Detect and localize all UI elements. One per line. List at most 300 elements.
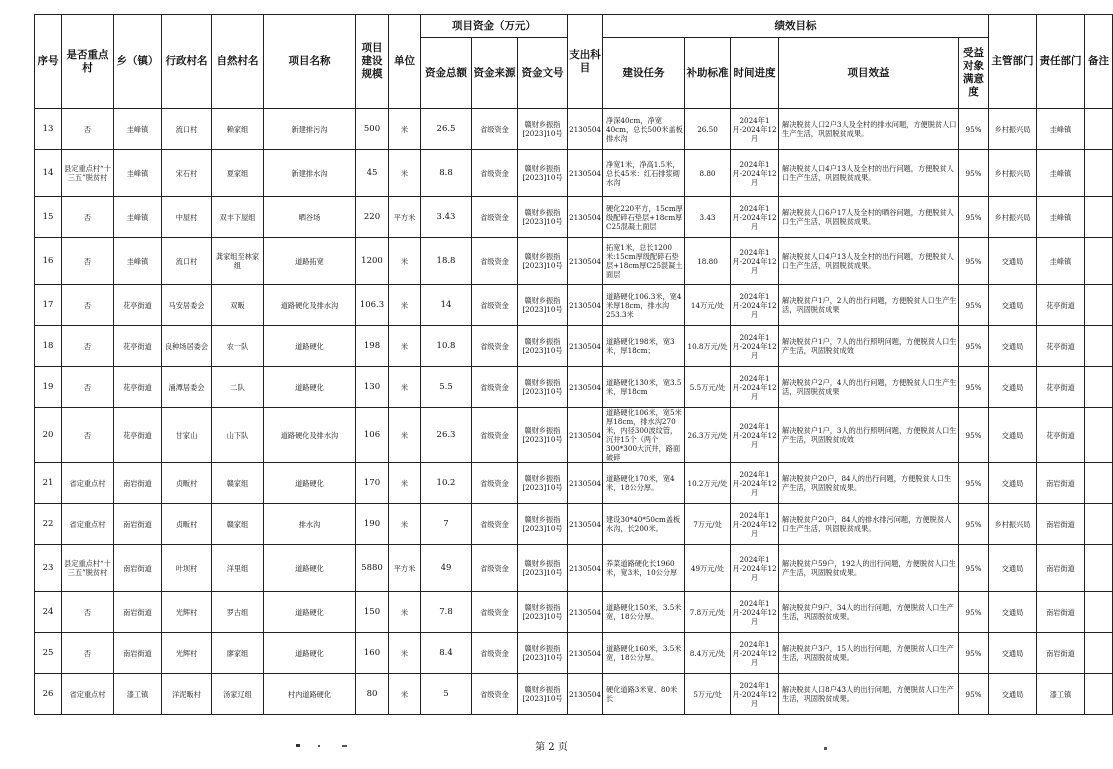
cell-source: 省级资金 [472, 674, 518, 715]
cell-doc: 赣财乡振指[2023]10号 [518, 408, 568, 463]
cell-source: 省级资金 [472, 545, 518, 592]
cell-natural-village: 赣家组 [212, 463, 264, 504]
table-row [35, 674, 1113, 715]
cell-benefit: 解决脱贫人口4户13人及全村的出行问题，方便脱贫人口生产生活，巩固脱贫成果。 [779, 150, 959, 197]
cell-township: 南岩街道 [114, 592, 162, 633]
cell-dept: 乡村振兴局 [989, 150, 1037, 197]
cell-benefit: 解决脱贫户1户，3人的出行照明问题，方便脱贫人口生产生活，巩固脱贫成效 [779, 408, 959, 463]
cell-dept: 交通局 [989, 633, 1037, 674]
cell-schedule: 2024年1月-2024年12月 [731, 674, 779, 715]
cell-schedule: 2024年1月-2024年12月 [731, 197, 779, 238]
cell-task: 道路硬化106.3米，宽4米厚18cm，排水沟253.3米 [603, 285, 685, 326]
cell-total: 3.43 [421, 197, 472, 238]
cell-admin-village: 贞畈村 [162, 504, 212, 545]
cell-project-name: 道路拓宽 [264, 238, 356, 285]
cell-subject: 2130504 [568, 545, 603, 592]
scan-speck [318, 745, 320, 747]
cell-dept: 交通局 [989, 463, 1037, 504]
cell-seq: 15 [35, 197, 62, 238]
cell-township: 花亭街道 [114, 367, 162, 408]
header-subject: 支出科目 [568, 15, 603, 109]
cell-subject: 2130504 [568, 326, 603, 367]
cell-subsidy: 7.8万元/处 [685, 592, 731, 633]
cell-resp: 花亭街道 [1037, 367, 1085, 408]
table-row [35, 633, 1113, 674]
header-seq: 序号 [35, 15, 62, 109]
table-body [35, 109, 1113, 715]
cell-township: 南岩街道 [114, 633, 162, 674]
cell-note [1085, 109, 1113, 150]
cell-subject: 2130504 [568, 633, 603, 674]
cell-total: 10.8 [421, 326, 472, 367]
cell-project-name: 晒谷场 [264, 197, 356, 238]
cell-key-village: 省定重点村 [62, 504, 114, 545]
header-natural-village: 自然村名 [212, 15, 264, 109]
cell-total: 18.8 [421, 238, 472, 285]
cell-unit: 米 [389, 326, 421, 367]
header-schedule: 时间进度 [731, 38, 779, 109]
cell-admin-village: 甘家山 [162, 408, 212, 463]
cell-unit: 米 [389, 592, 421, 633]
cell-unit: 米 [389, 150, 421, 197]
cell-dept: 交通局 [989, 285, 1037, 326]
header-subsidy: 补助标准 [685, 38, 731, 109]
cell-satisfaction: 95% [959, 592, 989, 633]
cell-subject: 2130504 [568, 592, 603, 633]
cell-township: 花亭街道 [114, 326, 162, 367]
table-row [35, 463, 1113, 504]
cell-natural-village: 罗古组 [212, 592, 264, 633]
cell-note [1085, 238, 1113, 285]
cell-schedule: 2024年1月-2024年12月 [731, 109, 779, 150]
cell-task: 养菜道路硬化长1960米，宽3米，10公分厚 [603, 545, 685, 592]
cell-scale: 198 [356, 326, 389, 367]
cell-total: 5 [421, 674, 472, 715]
cell-source: 省级资金 [472, 408, 518, 463]
cell-seq: 23 [35, 545, 62, 592]
cell-doc: 赣财乡振指[2023]10号 [518, 238, 568, 285]
cell-subsidy: 8.80 [685, 150, 731, 197]
cell-doc: 赣财乡振指[2023]10号 [518, 150, 568, 197]
table-row [35, 238, 1113, 285]
cell-doc: 赣财乡振指[2023]10号 [518, 197, 568, 238]
cell-seq: 22 [35, 504, 62, 545]
page-number: 第 2 页 [535, 742, 568, 753]
cell-project-name: 道路硬化 [264, 463, 356, 504]
cell-key-village: 县定重点村“十三五”脱贫村 [62, 545, 114, 592]
cell-task: 道路硬化130米，宽3.5米，厚18cm [603, 367, 685, 408]
cell-subject: 2130504 [568, 674, 603, 715]
header-admin-village: 行政村名 [162, 15, 212, 109]
header-goals-group: 绩效目标 [603, 15, 989, 38]
cell-project-name: 道路硬化 [264, 545, 356, 592]
cell-benefit: 解决脱贫户59户，192人的出行问题，方便脱贫人口生产生活，巩固脱贫成果。 [779, 545, 959, 592]
cell-doc: 赣财乡振指[2023]10号 [518, 463, 568, 504]
cell-doc: 赣财乡振指[2023]10号 [518, 285, 568, 326]
table-row [35, 545, 1113, 592]
cell-total: 5.5 [421, 367, 472, 408]
cell-schedule: 2024年1月-2024年12月 [731, 150, 779, 197]
header-total: 资金总额 [421, 38, 472, 109]
cell-task: 拓宽1米，总长1200米:15cm厚级配碎石垫层+18cm厚C25混凝土面层 [603, 238, 685, 285]
header-task: 建设任务 [603, 38, 685, 109]
cell-subsidy: 8.4万元/处 [685, 633, 731, 674]
header-resp: 责任部门 [1037, 15, 1085, 109]
cell-project-name: 村内道路硬化 [264, 674, 356, 715]
cell-schedule: 2024年1月-2024年12月 [731, 238, 779, 285]
cell-doc: 赣财乡振指[2023]10号 [518, 592, 568, 633]
cell-scale: 130 [356, 367, 389, 408]
cell-total: 8.8 [421, 150, 472, 197]
cell-resp: 花亭街道 [1037, 408, 1085, 463]
cell-total: 26.3 [421, 408, 472, 463]
cell-total: 7 [421, 504, 472, 545]
cell-task: 净深40cm，净宽40cm，总长500米盖板排水沟 [603, 109, 685, 150]
cell-resp: 南岩街道 [1037, 545, 1085, 592]
cell-project-name: 道路硬化 [264, 592, 356, 633]
cell-unit: 米 [389, 408, 421, 463]
cell-subject: 2130504 [568, 504, 603, 545]
header-satisfaction: 受益对象满意度 [959, 38, 989, 109]
header-project-name: 项目名称 [264, 15, 356, 109]
cell-natural-village: 赖家组 [212, 109, 264, 150]
cell-source: 省级资金 [472, 326, 518, 367]
cell-satisfaction: 95% [959, 674, 989, 715]
table-row [35, 367, 1113, 408]
cell-scale: 106 [356, 408, 389, 463]
cell-unit: 米 [389, 463, 421, 504]
cell-note [1085, 367, 1113, 408]
cell-admin-village: 涌潭居委会 [162, 367, 212, 408]
cell-admin-village: 叶坝村 [162, 545, 212, 592]
cell-source: 省级资金 [472, 285, 518, 326]
cell-total: 8.4 [421, 633, 472, 674]
cell-township: 圭峰镇 [114, 150, 162, 197]
cell-benefit: 解决脱贫户3户，15人的出行问题，方便脱贫人口生产生活，巩固脱贫成果。 [779, 633, 959, 674]
cell-benefit: 解决脱贫户9户，34人的出行问题，方便脱贫人口生产生活，巩固脱贫成果。 [779, 592, 959, 633]
table-row [35, 408, 1113, 463]
cell-schedule: 2024年1月-2024年12月 [731, 545, 779, 592]
cell-task: 硬化道路3米宽、80米长 [603, 674, 685, 715]
cell-natural-village: 农一队 [212, 326, 264, 367]
cell-natural-village: 洋里组 [212, 545, 264, 592]
cell-satisfaction: 95% [959, 408, 989, 463]
cell-seq: 26 [35, 674, 62, 715]
cell-schedule: 2024年1月-2024年12月 [731, 504, 779, 545]
cell-subsidy: 26.3万元/处 [685, 408, 731, 463]
cell-project-name: 道路硬化及排水沟 [264, 285, 356, 326]
cell-source: 省级资金 [472, 238, 518, 285]
cell-doc: 赣财乡振指[2023]10号 [518, 504, 568, 545]
cell-doc: 赣财乡振指[2023]10号 [518, 109, 568, 150]
cell-source: 省级资金 [472, 367, 518, 408]
cell-total: 49 [421, 545, 472, 592]
cell-subsidy: 14万元/处 [685, 285, 731, 326]
cell-admin-village: 洋泥畈村 [162, 674, 212, 715]
cell-key-village: 否 [62, 197, 114, 238]
cell-benefit: 解决脱贫人口6户17人及全村的晒谷问题，方便脱贫人口生产生活，巩固脱贫成果。 [779, 197, 959, 238]
cell-doc: 赣财乡振指[2023]10号 [518, 545, 568, 592]
cell-subsidy: 49万元/处 [685, 545, 731, 592]
cell-key-village: 否 [62, 592, 114, 633]
cell-unit: 米 [389, 674, 421, 715]
cell-natural-village: 廖家组 [212, 633, 264, 674]
cell-total: 26.5 [421, 109, 472, 150]
cell-dept: 交通局 [989, 408, 1037, 463]
cell-task: 道路硬化106米，宽5米厚18cm，排水沟270米，内径300波纹管，沉井15个（两个300*300大沉井，路面破碎 [603, 408, 685, 463]
cell-unit: 米 [389, 367, 421, 408]
cell-unit: 平方米 [389, 545, 421, 592]
cell-key-village: 否 [62, 109, 114, 150]
project-table-sheet [34, 14, 1109, 715]
cell-seq: 18 [35, 326, 62, 367]
cell-key-village: 否 [62, 238, 114, 285]
cell-schedule: 2024年1月-2024年12月 [731, 285, 779, 326]
cell-scale: 190 [356, 504, 389, 545]
cell-task: 道路硬化150米，3.5米宽，18公分厚。 [603, 592, 685, 633]
cell-task: 建设30*40*50cm盖板水沟，长200米。 [603, 504, 685, 545]
cell-benefit: 解决脱贫人口8户43人的出行问题，方便脱贫人口生产生活，巩固脱贫成果。 [779, 674, 959, 715]
cell-unit: 米 [389, 238, 421, 285]
cell-natural-village: 双畈 [212, 285, 264, 326]
cell-note [1085, 197, 1113, 238]
cell-subject: 2130504 [568, 197, 603, 238]
table-row [35, 285, 1113, 326]
cell-benefit: 解决脱贫人口2户3人及全村的排水问题，方便脱贫人口生产生活，巩固脱贫成果。 [779, 109, 959, 150]
table-row [35, 109, 1113, 150]
cell-project-name: 道路硬化 [264, 367, 356, 408]
cell-admin-village: 光辉村 [162, 592, 212, 633]
cell-township: 圭峰镇 [114, 109, 162, 150]
cell-scale: 80 [356, 674, 389, 715]
cell-satisfaction: 95% [959, 285, 989, 326]
cell-unit: 米 [389, 109, 421, 150]
cell-scale: 5880 [356, 545, 389, 592]
cell-seq: 17 [35, 285, 62, 326]
cell-satisfaction: 95% [959, 150, 989, 197]
header-funds-group: 项目资金（万元） [421, 15, 568, 38]
cell-unit: 米 [389, 633, 421, 674]
cell-satisfaction: 95% [959, 197, 989, 238]
cell-seq: 13 [35, 109, 62, 150]
header-benefit: 项目效益 [779, 38, 959, 109]
cell-township: 花亭街道 [114, 408, 162, 463]
cell-note [1085, 150, 1113, 197]
cell-note [1085, 326, 1113, 367]
cell-township: 南岩街道 [114, 504, 162, 545]
cell-resp: 圭峰镇 [1037, 197, 1085, 238]
cell-task: 硬化220平方，15cm厚级配碎石垫层+18cm厚C25混凝土面层 [603, 197, 685, 238]
cell-admin-village: 流口村 [162, 238, 212, 285]
cell-admin-village: 中屋村 [162, 197, 212, 238]
cell-subject: 2130504 [568, 408, 603, 463]
cell-doc: 赣财乡振指[2023]10号 [518, 633, 568, 674]
cell-satisfaction: 95% [959, 633, 989, 674]
cell-resp: 漆工镇 [1037, 674, 1085, 715]
cell-note [1085, 545, 1113, 592]
cell-dept: 乡村振兴局 [989, 109, 1037, 150]
header-unit: 单位 [389, 15, 421, 109]
cell-resp: 南岩街道 [1037, 592, 1085, 633]
cell-subsidy: 5.5万元/处 [685, 367, 731, 408]
cell-key-village: 否 [62, 367, 114, 408]
cell-scale: 500 [356, 109, 389, 150]
cell-satisfaction: 95% [959, 326, 989, 367]
cell-admin-village: 良种场居委会 [162, 326, 212, 367]
cell-satisfaction: 95% [959, 367, 989, 408]
cell-seq: 19 [35, 367, 62, 408]
cell-doc: 赣财乡振指[2023]10号 [518, 367, 568, 408]
header-note: 备注 [1085, 15, 1113, 109]
cell-subject: 2130504 [568, 150, 603, 197]
cell-seq: 24 [35, 592, 62, 633]
cell-resp: 圭峰镇 [1037, 238, 1085, 285]
cell-scale: 45 [356, 150, 389, 197]
cell-total: 14 [421, 285, 472, 326]
cell-admin-village: 马安居委会 [162, 285, 212, 326]
cell-scale: 1200 [356, 238, 389, 285]
cell-admin-village: 光辉村 [162, 633, 212, 674]
table-row [35, 504, 1113, 545]
cell-project-name: 新建排水沟 [264, 150, 356, 197]
cell-source: 省级资金 [472, 633, 518, 674]
cell-scale: 170 [356, 463, 389, 504]
cell-resp: 花亭街道 [1037, 285, 1085, 326]
cell-natural-village: 赣家组 [212, 504, 264, 545]
cell-note [1085, 592, 1113, 633]
cell-task: 道路硬化160米，3.5米宽，18公分厚。 [603, 633, 685, 674]
cell-dept: 交通局 [989, 592, 1037, 633]
cell-seq: 16 [35, 238, 62, 285]
project-table [34, 14, 1113, 715]
cell-note [1085, 408, 1113, 463]
cell-natural-village: 汤家辽组 [212, 674, 264, 715]
cell-township: 圭峰镇 [114, 238, 162, 285]
cell-dept: 交通局 [989, 326, 1037, 367]
cell-admin-village: 流口村 [162, 109, 212, 150]
cell-subject: 2130504 [568, 367, 603, 408]
cell-total: 10.2 [421, 463, 472, 504]
cell-unit: 平方米 [389, 197, 421, 238]
cell-schedule: 2024年1月-2024年12月 [731, 326, 779, 367]
cell-schedule: 2024年1月-2024年12月 [731, 463, 779, 504]
cell-total: 7.8 [421, 592, 472, 633]
cell-dept: 交通局 [989, 238, 1037, 285]
cell-project-name: 新建排污沟 [264, 109, 356, 150]
cell-note [1085, 463, 1113, 504]
cell-resp: 圭峰镇 [1037, 109, 1085, 150]
cell-satisfaction: 95% [959, 238, 989, 285]
cell-schedule: 2024年1月-2024年12月 [731, 367, 779, 408]
cell-natural-village: 山下队 [212, 408, 264, 463]
cell-benefit: 解决脱贫户20户，84人的出行问题，方便脱贫人口生产生活，巩固脱贫成果。 [779, 463, 959, 504]
cell-note [1085, 285, 1113, 326]
header-doc: 资金文号 [518, 38, 568, 109]
cell-natural-village: 双丰下屋组 [212, 197, 264, 238]
cell-source: 省级资金 [472, 592, 518, 633]
cell-key-village: 省定重点村 [62, 674, 114, 715]
cell-source: 省级资金 [472, 197, 518, 238]
cell-resp: 南岩街道 [1037, 504, 1085, 545]
cell-township: 花亭街道 [114, 285, 162, 326]
table-row [35, 150, 1113, 197]
cell-township: 漆工镇 [114, 674, 162, 715]
cell-source: 省级资金 [472, 463, 518, 504]
cell-note [1085, 633, 1113, 674]
cell-subsidy: 18.80 [685, 238, 731, 285]
cell-project-name: 道路硬化 [264, 633, 356, 674]
cell-township: 圭峰镇 [114, 197, 162, 238]
cell-key-village: 否 [62, 326, 114, 367]
cell-scale: 160 [356, 633, 389, 674]
cell-admin-village: 宋石村 [162, 150, 212, 197]
cell-key-village: 否 [62, 285, 114, 326]
cell-admin-village: 贞畈村 [162, 463, 212, 504]
cell-schedule: 2024年1月-2024年12月 [731, 592, 779, 633]
cell-resp: 花亭街道 [1037, 326, 1085, 367]
header-scale: 项目建设规模 [356, 15, 389, 109]
cell-subject: 2130504 [568, 285, 603, 326]
cell-township: 南岩街道 [114, 463, 162, 504]
cell-unit: 米 [389, 504, 421, 545]
cell-resp: 圭峰镇 [1037, 150, 1085, 197]
table-row [35, 592, 1113, 633]
cell-note [1085, 504, 1113, 545]
cell-benefit: 解决脱贫户2户，4人的出行问题，方便脱贫人口生产生活，巩固脱贫成果 [779, 367, 959, 408]
cell-resp: 南岩街道 [1037, 633, 1085, 674]
cell-scale: 106.3 [356, 285, 389, 326]
cell-dept: 交通局 [989, 674, 1037, 715]
cell-seq: 20 [35, 408, 62, 463]
cell-key-village: 省定重点村 [62, 463, 114, 504]
cell-unit: 米 [389, 285, 421, 326]
cell-subsidy: 3.43 [685, 197, 731, 238]
cell-source: 省级资金 [472, 150, 518, 197]
cell-key-village: 县定重点村“十三五”脱贫村 [62, 150, 114, 197]
cell-benefit: 解决脱贫人口4户13人及全村的出行问题，方便脱贫人口生产生活，巩固脱贫成果。 [779, 238, 959, 285]
cell-natural-village: 二队 [212, 367, 264, 408]
cell-subsidy: 10.2万元/处 [685, 463, 731, 504]
cell-schedule: 2024年1月-2024年12月 [731, 408, 779, 463]
cell-subject: 2130504 [568, 109, 603, 150]
cell-project-name: 排水沟 [264, 504, 356, 545]
scan-speck [296, 744, 300, 747]
header-source: 资金来源 [472, 38, 518, 109]
cell-subsidy: 26.50 [685, 109, 731, 150]
cell-task: 道路硬化170米，宽4米，18公分厚。 [603, 463, 685, 504]
cell-project-name: 道路硬化及排水沟 [264, 408, 356, 463]
cell-satisfaction: 95% [959, 109, 989, 150]
cell-task: 净宽1米，净高1.5米，总长45米：红石排浆砌水沟 [603, 150, 685, 197]
cell-subject: 2130504 [568, 463, 603, 504]
cell-dept: 乡村振兴局 [989, 504, 1037, 545]
cell-benefit: 解决脱贫户1户，2人的出行问题，方便脱贫人口生产生活，巩固脱贫成果 [779, 285, 959, 326]
cell-subsidy: 7万元/处 [685, 504, 731, 545]
header-key-village: 是否重点村 [62, 15, 114, 109]
cell-key-village: 否 [62, 633, 114, 674]
cell-doc: 赣财乡振指[2023]10号 [518, 326, 568, 367]
cell-benefit: 解决脱贫户20户，84人的排水排污问题，方便脱贫人口生产生活，巩固脱贫成果。 [779, 504, 959, 545]
cell-seq: 14 [35, 150, 62, 197]
cell-seq: 25 [35, 633, 62, 674]
cell-dept: 乡村振兴局 [989, 197, 1037, 238]
cell-note [1085, 674, 1113, 715]
cell-dept: 交通局 [989, 367, 1037, 408]
cell-subsidy: 5万元/处 [685, 674, 731, 715]
cell-source: 省级资金 [472, 504, 518, 545]
cell-scale: 150 [356, 592, 389, 633]
cell-satisfaction: 95% [959, 545, 989, 592]
